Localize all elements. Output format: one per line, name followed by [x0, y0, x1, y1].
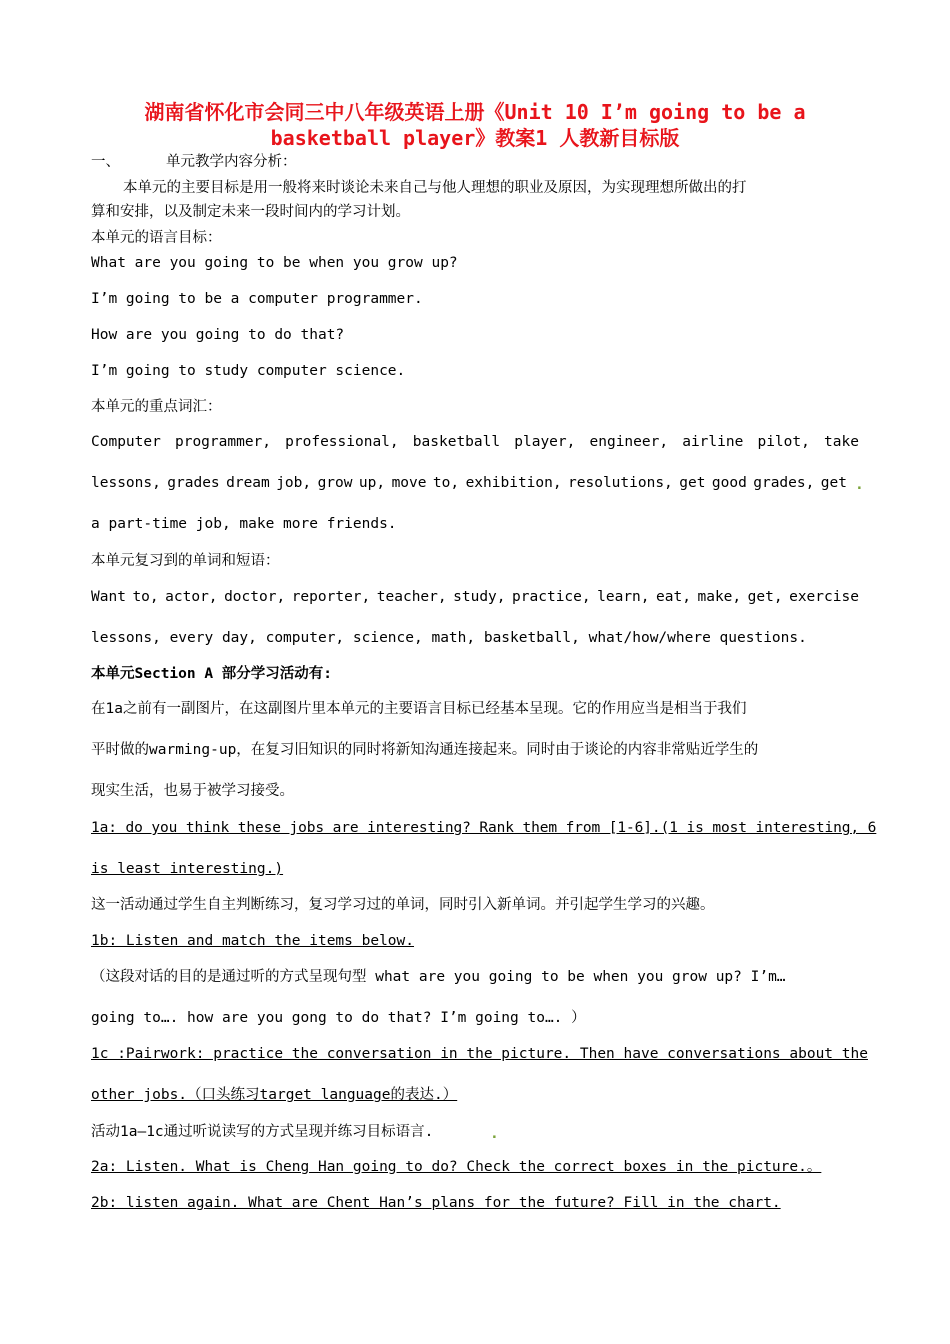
- intro-paragraph-line-2: 算和安排，以及制定未来一段时间内的学习计划。: [91, 204, 410, 220]
- vocab-word: good: [711, 475, 747, 491]
- review-word: teacher,: [376, 589, 447, 605]
- review-word: to,: [132, 589, 159, 605]
- activity-2a: 2a: Listen. What is Cheng Han going to do? Check the correct boxes in the picture.。: [91, 1159, 822, 1175]
- vocab-word: job,: [276, 475, 312, 491]
- section-a-paragraph-line-1: 在1a之前有一副图片，在这副图片里本单元的主要语言目标已经基本呈现。它的作用应当是相当于我们: [91, 701, 747, 717]
- section-a-paragraph-line-2: 平时做的warming-up，在复习旧知识的同时将新知沟通连接起来。同时由于谈论的内容非常贴近学生的: [91, 742, 759, 758]
- review-word: make,: [697, 589, 742, 605]
- document-title-line-1: 湖南省怀化市会同三中八年级英语上册《Unit 10 I’m going to be a: [144, 100, 806, 124]
- vocab-word: grow: [317, 475, 353, 491]
- vocab-word: grades,: [753, 475, 815, 491]
- review-word: exercise: [789, 589, 859, 605]
- language-goal: How are you going to do that?: [91, 327, 345, 343]
- review-word: get,: [747, 589, 783, 605]
- vocab-word: pilot,: [757, 434, 810, 450]
- vocab-word: lessons,: [91, 475, 161, 491]
- review-word: practice,: [512, 589, 591, 605]
- language-goal: What are you going to be when you grow up?: [91, 255, 458, 271]
- decorative-dot: .: [855, 477, 864, 493]
- section-number: 一、: [91, 154, 120, 170]
- review-word: doctor,: [224, 589, 286, 605]
- review-word: eat,: [656, 589, 691, 605]
- vocab-word: up,: [358, 475, 386, 491]
- activity-1b-note-line-2: going to…. how are you gong to do that? I’m going to…. ）: [91, 1010, 586, 1026]
- review-words-line-1: [91, 587, 859, 607]
- vocab-word: programmer,: [174, 434, 272, 450]
- review-word: study,: [453, 589, 506, 605]
- activity-1c-line-2: other jobs.（口头练习target language的表达.）: [91, 1087, 458, 1103]
- vocab-word: engineer,: [589, 434, 669, 450]
- section-1-heading-row: [91, 152, 297, 172]
- activity-1c-line-1: 1c :Pairwork: practice the conversation in the picture. Then have conversations about the: [91, 1046, 868, 1062]
- vocab-word: to,: [432, 475, 460, 491]
- key-vocab-line-3: a part-time job, make more friends.: [91, 516, 397, 532]
- vocab-word: Computer: [91, 434, 161, 450]
- document-title-line-2: basketball player》教案1 人教新目标版: [270, 126, 680, 150]
- activity-2b: 2b: listen again. What are Chent Han’s plans for the future? Fill in the chart.: [91, 1195, 781, 1211]
- vocab-word: get: [820, 475, 847, 491]
- vocab-word: dream: [226, 475, 270, 491]
- vocab-word: airline: [682, 434, 744, 450]
- section-a-heading: 本单元Section A 部分学习活动有:: [91, 666, 333, 682]
- activity-1a-line-2: is least interesting.): [91, 861, 284, 877]
- language-goals-label: 本单元的语言目标：: [91, 230, 222, 246]
- vocab-word: resolutions,: [568, 475, 673, 491]
- key-vocab-line-2: [91, 473, 847, 493]
- decorative-dot: .: [490, 1126, 499, 1142]
- language-goal: I’m going to be a computer programmer.: [91, 291, 423, 307]
- vocab-word: take: [824, 434, 859, 450]
- review-word: learn,: [597, 589, 650, 605]
- vocab-word: move: [391, 475, 427, 491]
- vocab-word: get: [679, 475, 706, 491]
- key-vocab-label: 本单元的重点词汇：: [91, 399, 222, 415]
- vocab-word: grades: [167, 475, 220, 491]
- section-heading: 单元教学内容分析：: [166, 154, 297, 170]
- language-goal: I’m going to study computer science.: [91, 363, 406, 379]
- activity-1b: 1b: Listen and match the items below.: [91, 933, 415, 949]
- activity-1b-note-line-1: （这段对话的目的是通过听的方式呈现句型 what are you going to be when you grow up? I’m…: [91, 969, 786, 985]
- vocab-word: professional,: [285, 434, 399, 450]
- vocab-word: basketball: [412, 434, 501, 450]
- section-a-paragraph-line-3: 现实生活，也易于被学习接受。: [91, 783, 294, 799]
- intro-paragraph-line-1: 本单元的主要目标是用一般将来时谈论未来自己与他人理想的职业及原因，为实现理想所做出的打: [123, 180, 747, 196]
- review-words-label: 本单元复习到的单词和短语：: [91, 553, 280, 569]
- key-vocab-line-1: [91, 432, 859, 452]
- review-word: actor,: [165, 589, 218, 605]
- vocab-word: exhibition,: [465, 475, 562, 491]
- activity-1a-line-1: 1a: do you think these jobs are interesting? Rank them from [1-6].(1 is most interesting, 6: [91, 820, 877, 836]
- activity-1a-note: 这一活动通过学生自主判断练习，复习学习过的单词，同时引入新单词。并引起学生学习的兴趣。: [91, 897, 715, 913]
- review-words-line-2: lessons, every day, computer, science, math, basketball, what/how/where questions.: [91, 630, 807, 646]
- review-word: Want: [91, 589, 126, 605]
- review-word: reporter,: [291, 589, 371, 605]
- activity-1c-note: 活动1a—1c通过听说读写的方式呈现并练习目标语言.: [91, 1124, 434, 1140]
- vocab-word: player,: [514, 434, 576, 450]
